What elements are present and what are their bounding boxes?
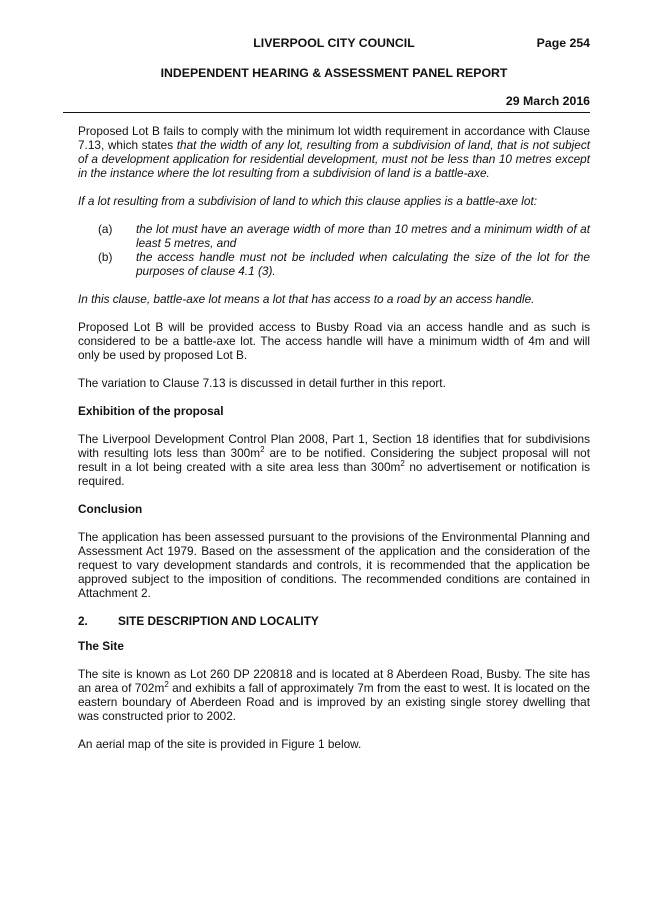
clause-item-b xyxy=(98,250,590,278)
site-text-2: and exhibits a fall of approximately 7m from the east to west. It is located on the eastern boundary of Aberdeen Road and is improved by an existing single storey dwelling that was constructed prior to 2002. xyxy=(78,681,590,723)
council-name: LIVERPOOL CITY COUNCIL xyxy=(253,36,415,50)
exhibition-text-1: The Liverpool Development Control Plan 2008, Part 1, Section 18 identifies that for subdivisions with resulting lots less than 300m xyxy=(78,432,590,460)
exhibition-text-3: no advertisement or notification is required. xyxy=(78,460,590,488)
superscript-2: 2 xyxy=(400,459,405,469)
clause-item-label: (b) xyxy=(98,250,113,264)
page-header xyxy=(78,36,590,52)
exhibition-heading: Exhibition of the proposal xyxy=(78,404,224,418)
exhibition-text-2: are to be notified. Considering the subject proposal will not result in a lot being created with a site area less than 300m xyxy=(78,446,591,474)
header-divider xyxy=(63,112,590,113)
section-title: SITE DESCRIPTION AND LOCALITY xyxy=(118,614,319,628)
section-heading xyxy=(78,614,590,628)
lot-width-intro xyxy=(78,124,590,180)
clause-condition: If a lot resulting from a subdivision of land to which this clause applies is a battle-axe lot: xyxy=(78,194,538,208)
clause-item-a xyxy=(98,222,590,250)
exhibition-paragraph xyxy=(78,432,590,488)
clause-definition: In this clause, battle-axe lot means a lot that has access to a road by an access handle. xyxy=(78,292,535,306)
page-number: Page 254 xyxy=(536,36,590,50)
report-title: INDEPENDENT HEARING & ASSESSMENT PANEL REPORT xyxy=(160,66,508,80)
site-text-1: The site is known as Lot 260 DP 220818 and is located at 8 Aberdeen Road, Busby. The site has an area of 702m xyxy=(78,667,590,695)
intro-lead-text: Proposed Lot B fails to comply with the minimum lot width requirement in accordance with Clause 7.13, which states xyxy=(78,124,590,152)
access-paragraph: Proposed Lot B will be provided access to Busby Road via an access handle and as such is considered to be a battle-axe lot. The access handle will have a minimum width of 4m and will only be used by proposed Lot B. xyxy=(78,320,590,362)
section-number: 2. xyxy=(78,614,88,628)
report-body xyxy=(78,124,590,765)
conclusion-paragraph: The application has been assessed pursuant to the provisions of the Environmental Planning and Assessment Act 1979. Based on the assessment of the application and the consideration of the request to vary development standards and controls, it is recommended that the application be approved subject to the imposition of conditions. The recommended conditions are contained in Attachment 2. xyxy=(78,530,590,600)
clause-item-text: the access handle must not be included when calculating the size of the lot for the purposes of clause 4.1 (3). xyxy=(136,250,590,278)
aerial-map-paragraph: An aerial map of the site is provided in Figure 1 below. xyxy=(78,737,362,751)
clause-item-text: the lot must have an average width of more than 10 metres and a minimum width of at least 5 metres, and xyxy=(136,222,590,250)
clause-quote: that the width of any lot, resulting from a subdivision of land, that is not subject of a development application for residential development, must not be less than 10 metres except in the instance where the lot resulting from a subdivision of land is a battle-axe. xyxy=(78,138,590,180)
clause-list xyxy=(78,222,590,278)
superscript-2: 2 xyxy=(164,680,169,690)
conclusion-heading: Conclusion xyxy=(78,502,143,516)
site-heading: The Site xyxy=(78,639,124,653)
superscript-2: 2 xyxy=(260,445,265,455)
report-date: 29 March 2016 xyxy=(505,94,590,108)
variation-paragraph: The variation to Clause 7.13 is discussed in detail further in this report. xyxy=(78,376,446,390)
site-paragraph xyxy=(78,667,590,723)
clause-item-label: (a) xyxy=(98,222,113,236)
